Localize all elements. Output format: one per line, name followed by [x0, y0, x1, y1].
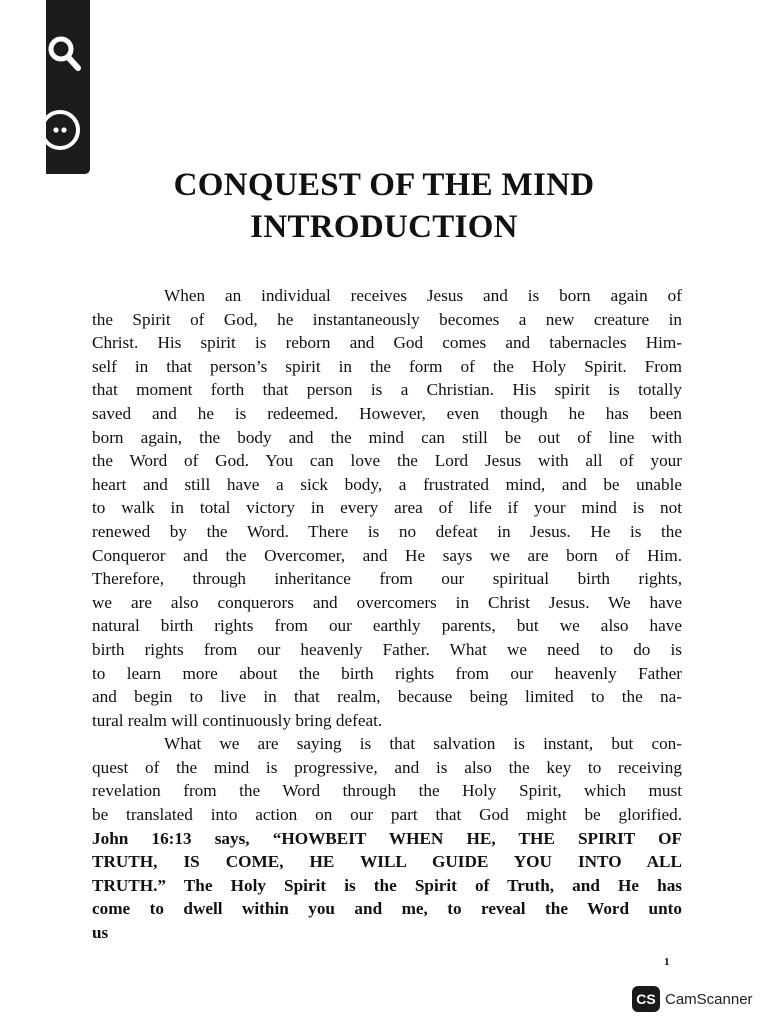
- text-line: TRUTH.” The Holy Spirit is the Spirit of Truth, and He has: [92, 875, 682, 895]
- title-line-1: CONQUEST OF THE MIND: [173, 167, 595, 203]
- text-line: born again, the body and the mind can still be out of line with: [92, 427, 682, 447]
- text-line: we are also conquerors and overcomers in Christ Jesus. We have: [92, 592, 682, 612]
- camscanner-logo-icon: CS: [632, 986, 660, 1012]
- body-text: [92, 284, 682, 945]
- text-line: to learn more about the birth rights from our heavenly Father: [92, 663, 682, 683]
- text-line: self in that person’s spirit in the form of the Holy Spirit. From: [92, 356, 682, 376]
- text-line: that moment forth that person is a Christian. His spirit is totally: [92, 380, 682, 400]
- text-line: Conqueror and the Overcomer, and He says we are born of Him.: [92, 545, 682, 565]
- text-line: and begin to live in that realm, because being limited to the na-: [92, 687, 682, 707]
- text-line: renewed by the Word. There is no defeat in Jesus. He is the: [92, 521, 682, 541]
- text-line: TRUTH, IS COME, HE WILL GUIDE YOU INTO ALL: [92, 852, 682, 872]
- page-number: 1: [664, 956, 670, 968]
- more-options-button[interactable]: [46, 104, 86, 156]
- camscanner-label: CamScanner: [665, 990, 753, 1008]
- text-line: What we are saying is that salvation is instant, but con-: [164, 734, 682, 754]
- title-line-2: INTRODUCTION: [250, 209, 518, 245]
- text-line: us: [92, 923, 109, 943]
- text-line: birth rights from our heavenly Father. What we need to do is: [92, 639, 682, 659]
- text-line: Christ. His spirit is reborn and God comes and tabernacles Him-: [92, 333, 682, 353]
- text-line: Therefore, through inheritance from our spiritual birth rights,: [92, 569, 682, 589]
- text-line: be translated into action on our part that God might be glorified.: [92, 805, 682, 825]
- text-line: to walk in total victory in every area of life if your mind is not: [92, 498, 682, 518]
- search-icon: [48, 34, 84, 74]
- text-line: quest of the mind is progressive, and is also the key to receiving: [92, 757, 682, 777]
- text-line: heart and still have a sick body, a frustrated mind, and be unable: [92, 474, 682, 494]
- text-line: the Spirit of God, he instantaneously becomes a new creature in: [92, 309, 682, 329]
- page-title: [0, 164, 768, 248]
- text-line: John 16:13 says, “HOWBEIT WHEN HE, THE SPIRIT OF: [92, 828, 682, 848]
- text-line: tural realm will continuously bring defeat.: [92, 710, 383, 730]
- more-options-icon: [46, 108, 86, 152]
- text-line: the Word of God. You can love the Lord Jesus with all of your: [92, 451, 682, 471]
- text-line: natural birth rights from our earthly parents, but we also have: [92, 616, 682, 636]
- text-line: revelation from the Word through the Holy Spirit, which must: [92, 781, 682, 801]
- text-line: saved and he is redeemed. However, even though he has been: [92, 403, 682, 423]
- text-line: come to dwell within you and me, to reveal the Word unto: [92, 899, 682, 919]
- camscanner-watermark: [632, 986, 753, 1012]
- text-line: When an individual receives Jesus and is born again of: [164, 286, 682, 305]
- search-button[interactable]: [46, 28, 86, 80]
- side-toolbar: [46, 0, 90, 174]
